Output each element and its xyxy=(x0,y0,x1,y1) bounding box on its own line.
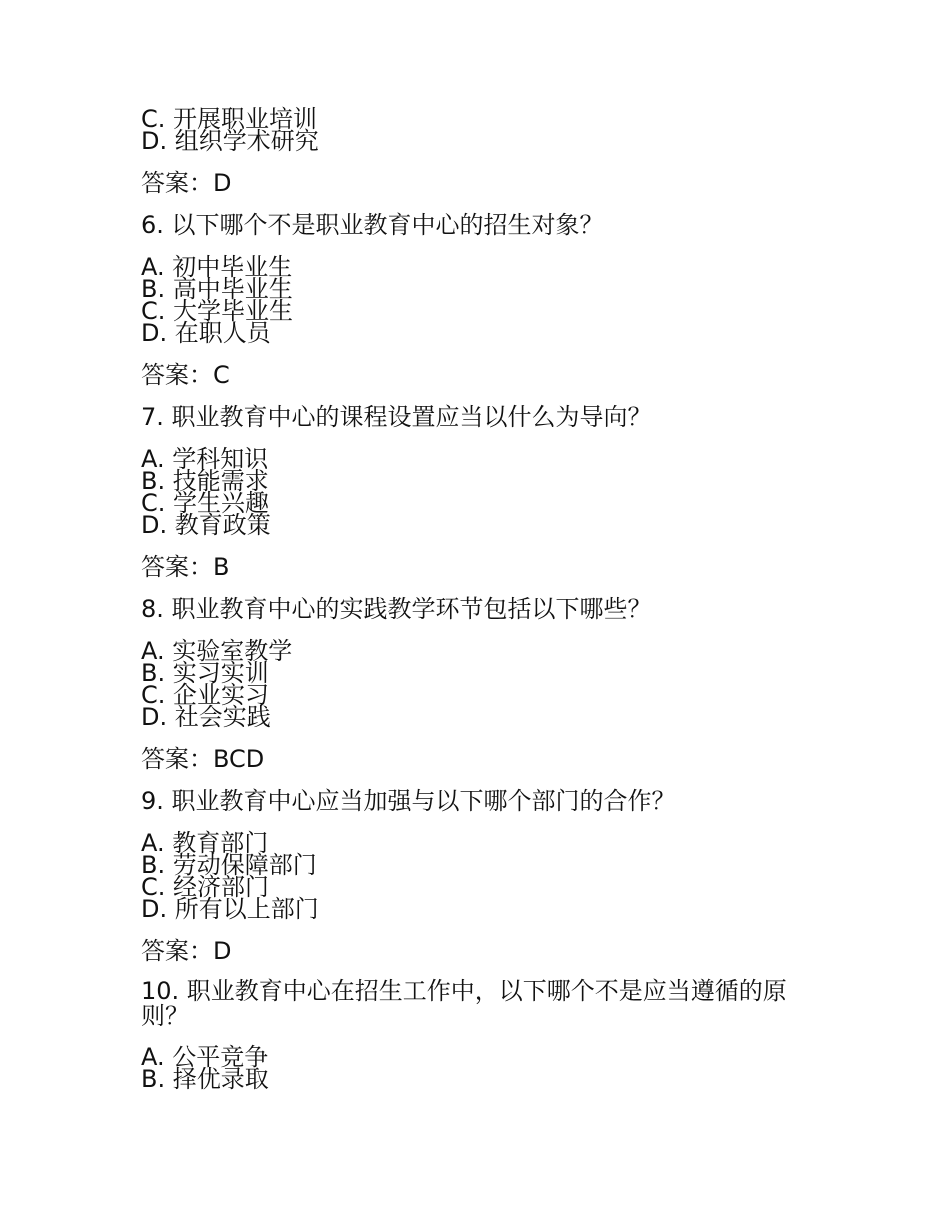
question-text: 9. 职业教育中心应当加强与以下哪个部门的合作？ xyxy=(141,787,676,815)
options-list xyxy=(141,829,821,923)
option: D. 所有以上部门 xyxy=(141,895,319,923)
options-list xyxy=(141,637,821,731)
option: C. 大学毕业生 xyxy=(141,297,294,325)
question-block xyxy=(141,403,821,581)
question-block xyxy=(141,211,821,389)
top-options xyxy=(141,105,821,155)
option: D. 教育政策 xyxy=(141,511,271,539)
option: A. 学科知识 xyxy=(141,445,269,473)
option: A. 初中毕业生 xyxy=(141,253,293,281)
option: B. 高中毕业生 xyxy=(141,275,293,303)
option: D. 组织学术研究 xyxy=(141,127,319,155)
question-block xyxy=(141,977,821,1093)
answer-line: 答案：B xyxy=(141,553,230,581)
option: C. 经济部门 xyxy=(141,873,270,901)
options-list xyxy=(141,1043,821,1093)
options-list xyxy=(141,253,821,347)
option: A. 公平竞争 xyxy=(141,1043,269,1071)
option: C. 企业实习 xyxy=(141,681,270,709)
option: A. 教育部门 xyxy=(141,829,269,857)
answer-line: 答案：D xyxy=(141,169,232,197)
option: C. 开展职业培训 xyxy=(141,105,318,133)
question-block xyxy=(141,787,821,965)
option: A. 实验室教学 xyxy=(141,637,293,665)
option: B. 技能需求 xyxy=(141,467,269,495)
option: D. 社会实践 xyxy=(141,703,271,731)
option: C. 学生兴趣 xyxy=(141,489,270,517)
options-list xyxy=(141,445,821,539)
question-text: 10. 职业教育中心在招生工作中，以下哪个不是应当遵循的原则？ xyxy=(141,977,787,1030)
document-page xyxy=(141,105,821,1093)
question-block xyxy=(141,595,821,773)
question-text: 6. 以下哪个不是职业教育中心的招生对象？ xyxy=(141,211,604,239)
answer-line: 答案：D xyxy=(141,937,232,965)
answer-line: 答案：BCD xyxy=(141,745,265,773)
question-text: 7. 职业教育中心的课程设置应当以什么为导向？ xyxy=(141,403,652,431)
answer-line: 答案：C xyxy=(141,361,230,389)
question-text: 8. 职业教育中心的实践教学环节包括以下哪些？ xyxy=(141,595,652,623)
option: B. 择优录取 xyxy=(141,1065,269,1093)
option: D. 在职人员 xyxy=(141,319,271,347)
option: B. 实习实训 xyxy=(141,659,269,687)
option: B. 劳动保障部门 xyxy=(141,851,317,879)
